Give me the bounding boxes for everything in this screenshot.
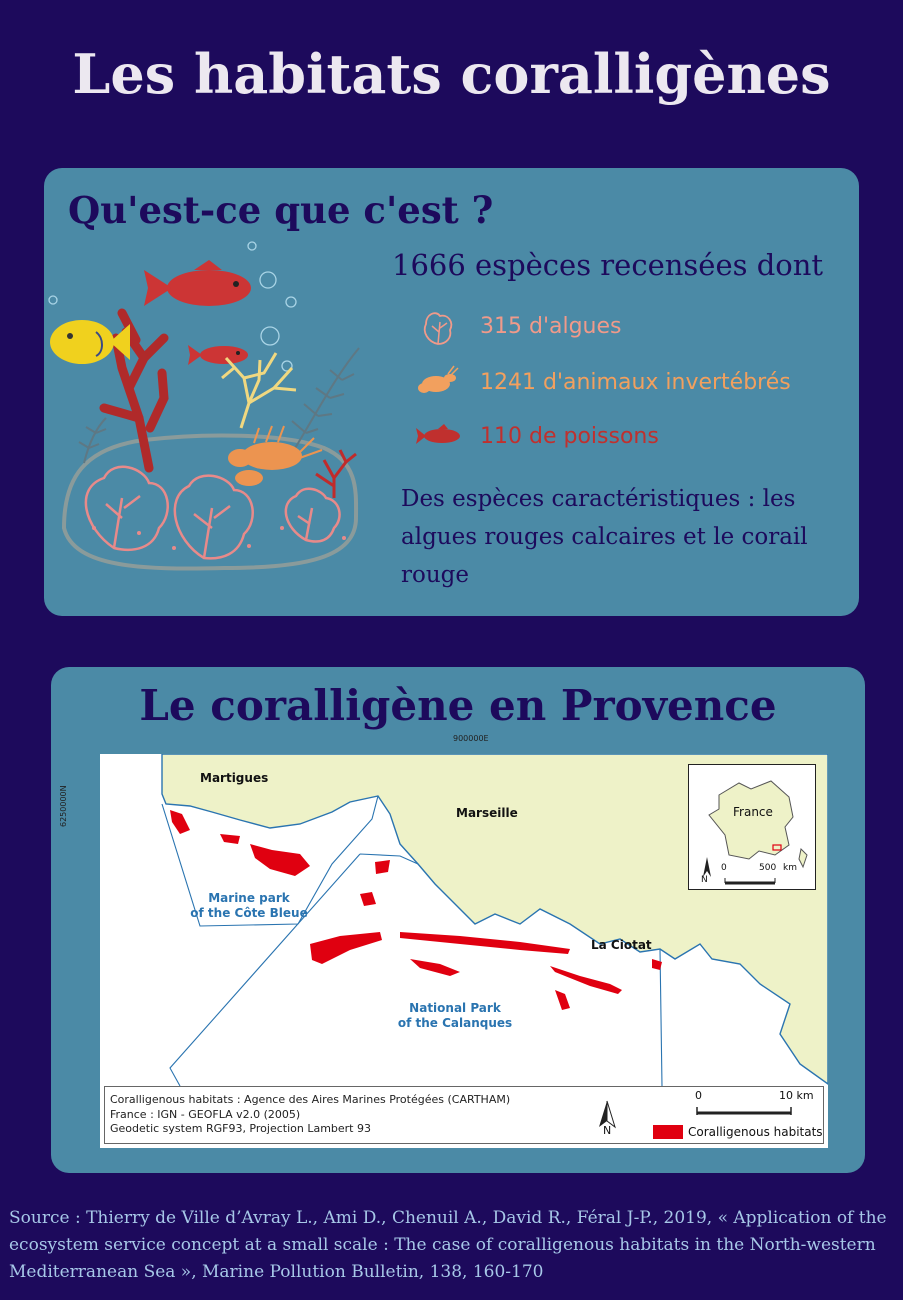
map-legend	[104, 1086, 824, 1144]
stat-fish	[416, 416, 659, 456]
provence-panel	[51, 667, 865, 1173]
place-martigues: Martigues	[200, 771, 269, 785]
inset-scale-zero: 0	[721, 863, 727, 873]
zone-calanques: National Park of the Calanques	[397, 1001, 513, 1030]
inset-scale-unit: km	[783, 863, 797, 873]
credit-line: Geodetic system RGF93, Projection Lambert 93	[110, 1122, 371, 1135]
characteristic-species-text: Des espèces caractéristiques : les algues rouges calcaires et le corail rouge	[401, 486, 808, 588]
page-title: Les habitats coralligènes	[72, 42, 831, 106]
fish-icon	[416, 416, 460, 456]
credit-line: France : IGN - GEOFLA v2.0 (2005)	[110, 1107, 301, 1121]
place-marseille: Marseille	[456, 806, 518, 820]
zone-cote-bleue: Marine park of the Côte Bleue	[190, 891, 308, 920]
coord-northing: 6250000N	[59, 785, 68, 827]
scale-bar	[695, 1105, 805, 1117]
credit-line: Coralligenous habitats : Agence des Aires Marines Protégées (CARTHAM)	[110, 1093, 511, 1106]
small-fish-icon	[188, 345, 248, 365]
scale-zero: 0	[695, 1089, 702, 1102]
coord-easting: 900000E	[453, 734, 489, 743]
legend-swatch	[653, 1125, 683, 1139]
species-count-text: 1666 espèces recensées dont	[392, 248, 824, 282]
inset-scale-value: 500	[759, 863, 777, 873]
map-credits	[110, 1093, 510, 1137]
inset-north-arrow-icon	[703, 857, 711, 877]
calcareous-algae-icon	[86, 467, 340, 559]
provence-map	[100, 754, 828, 1148]
inset-france-label: France	[733, 805, 773, 819]
place-la-ciotat: La Ciotat	[591, 938, 652, 952]
algae-icon	[416, 306, 460, 346]
stat-algae-label: 315 d'algues	[480, 313, 622, 339]
north-label: N	[603, 1124, 612, 1137]
red-fish-icon	[144, 260, 251, 306]
stat-fish-label: 110 de poissons	[480, 423, 659, 449]
section-title: Qu'est-ce que c'est ?	[68, 188, 494, 232]
france-inset-map	[688, 764, 816, 890]
stat-invertebrates-label: 1241 d'animaux invertébrés	[480, 369, 791, 395]
coral-reef-illustration	[44, 228, 384, 618]
stat-algae	[416, 306, 622, 346]
what-is-it-panel	[44, 168, 859, 616]
rock-icon	[64, 435, 356, 568]
red-coral-icon	[104, 313, 164, 468]
legend-label: Coralligenous habitats	[688, 1125, 823, 1139]
inset-north-label: N	[701, 875, 708, 885]
source-citation: Source : Thierry de Ville d’Avray L., Ami D., Chenuil A., David R., Féral J-P., 2019, « Application of the ecosystem service concept at a small scale : The case of coralligenous habitats in the North-western Mediterranean Sea », Marine Pollution Bulletin, 138, 160-170	[9, 1208, 887, 1282]
yellow-coral-icon	[222, 353, 296, 428]
lobster-icon	[416, 362, 460, 402]
stat-invertebrates	[416, 362, 791, 402]
section-title: Le coralligène en Provence	[139, 681, 777, 730]
scale-ten-km: 10 km	[779, 1089, 814, 1102]
